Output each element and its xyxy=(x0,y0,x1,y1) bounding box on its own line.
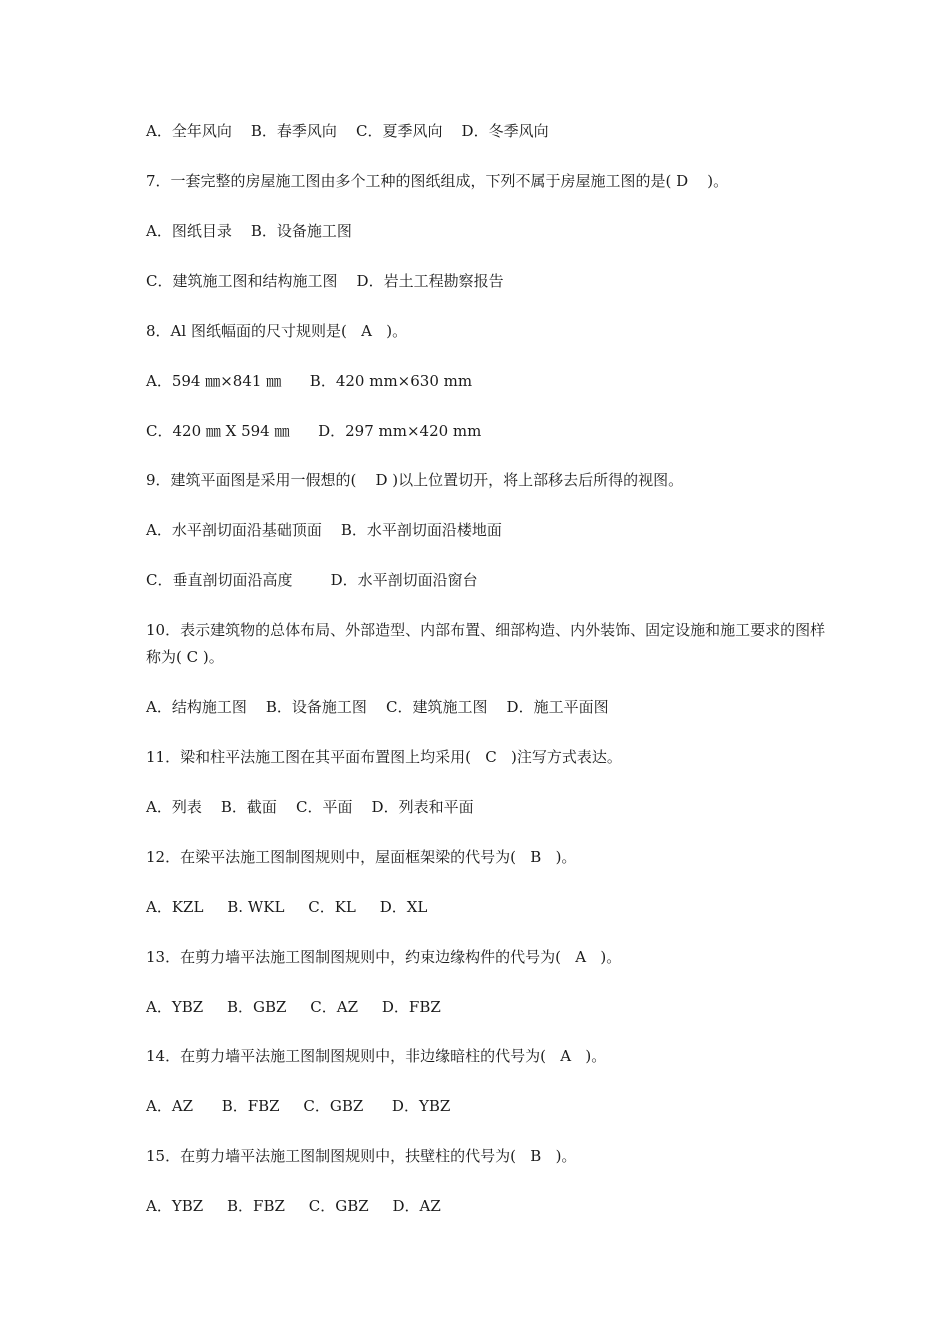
q9-options-ab: A．水平剖切面沿基础顶面 B．水平剖切面沿楼地面 xyxy=(146,521,502,539)
q8-question: 8．Al 图纸幅面的尺寸规则是( A )。 xyxy=(146,322,408,340)
q11-options: A．列表 B．截面 C．平面 D．列表和平面 xyxy=(146,798,474,816)
q12-options: A．KZL B. WKL C．KL D．XL xyxy=(146,898,428,916)
q15-options: A．YBZ B．FBZ C．GBZ D．AZ xyxy=(146,1197,441,1215)
q10-question: 10．表示建筑物的总体布局、外部造型、内部布置、细部构造、内外装饰、固定设施和施工要求的图样称为( C )。 xyxy=(146,621,826,666)
q8-options-ab: A．594 ㎜×841 ㎜ B．420 mm×630 mm xyxy=(146,372,473,390)
q6-options: A．全年风向 B．春季风向 C．夏季风向 D．冬季风向 xyxy=(146,122,549,140)
q12-question: 12．在梁平法施工图制图规则中，屋面框架梁的代号为( B )。 xyxy=(146,848,577,866)
q13-options: A．YBZ B．GBZ C．AZ D．FBZ xyxy=(146,998,441,1016)
q8-options-cd: C．420 ㎜ X 594 ㎜ D．297 mm×420 mm xyxy=(146,422,482,440)
q9-options-cd: C．垂直剖切面沿高度 D．水平剖切面沿窗台 xyxy=(146,571,478,589)
q14-options: A．AZ B．FBZ C．GBZ D．YBZ xyxy=(146,1097,451,1115)
q7-options-ab: A．图纸目录 B．设备施工图 xyxy=(146,222,352,240)
q9-question: 9．建筑平面图是采用一假想的( D )以上位置切开，将上部移去后所得的视图。 xyxy=(146,471,684,489)
q15-question: 15．在剪力墙平法施工图制图规则中，扶壁柱的代号为( B )。 xyxy=(146,1147,577,1165)
q13-question: 13．在剪力墙平法施工图制图规则中，约束边缘构件的代号为( A )。 xyxy=(146,948,622,966)
q10-options: A．结构施工图 B．设备施工图 C．建筑施工图 D．施工平面图 xyxy=(146,698,609,716)
q7-question: 7．一套完整的房屋施工图由多个工种的图纸组成，下列不属于房屋施工图的是( D )。 xyxy=(146,172,729,190)
q7-options-cd: C．建筑施工图和结构施工图 D．岩土工程勘察报告 xyxy=(146,272,504,290)
q14-question: 14．在剪力墙平法施工图制图规则中，非边缘暗柱的代号为( A )。 xyxy=(146,1047,607,1065)
q11-question: 11．梁和柱平法施工图在其平面布置图上均采用( C )注写方式表达。 xyxy=(146,748,622,766)
